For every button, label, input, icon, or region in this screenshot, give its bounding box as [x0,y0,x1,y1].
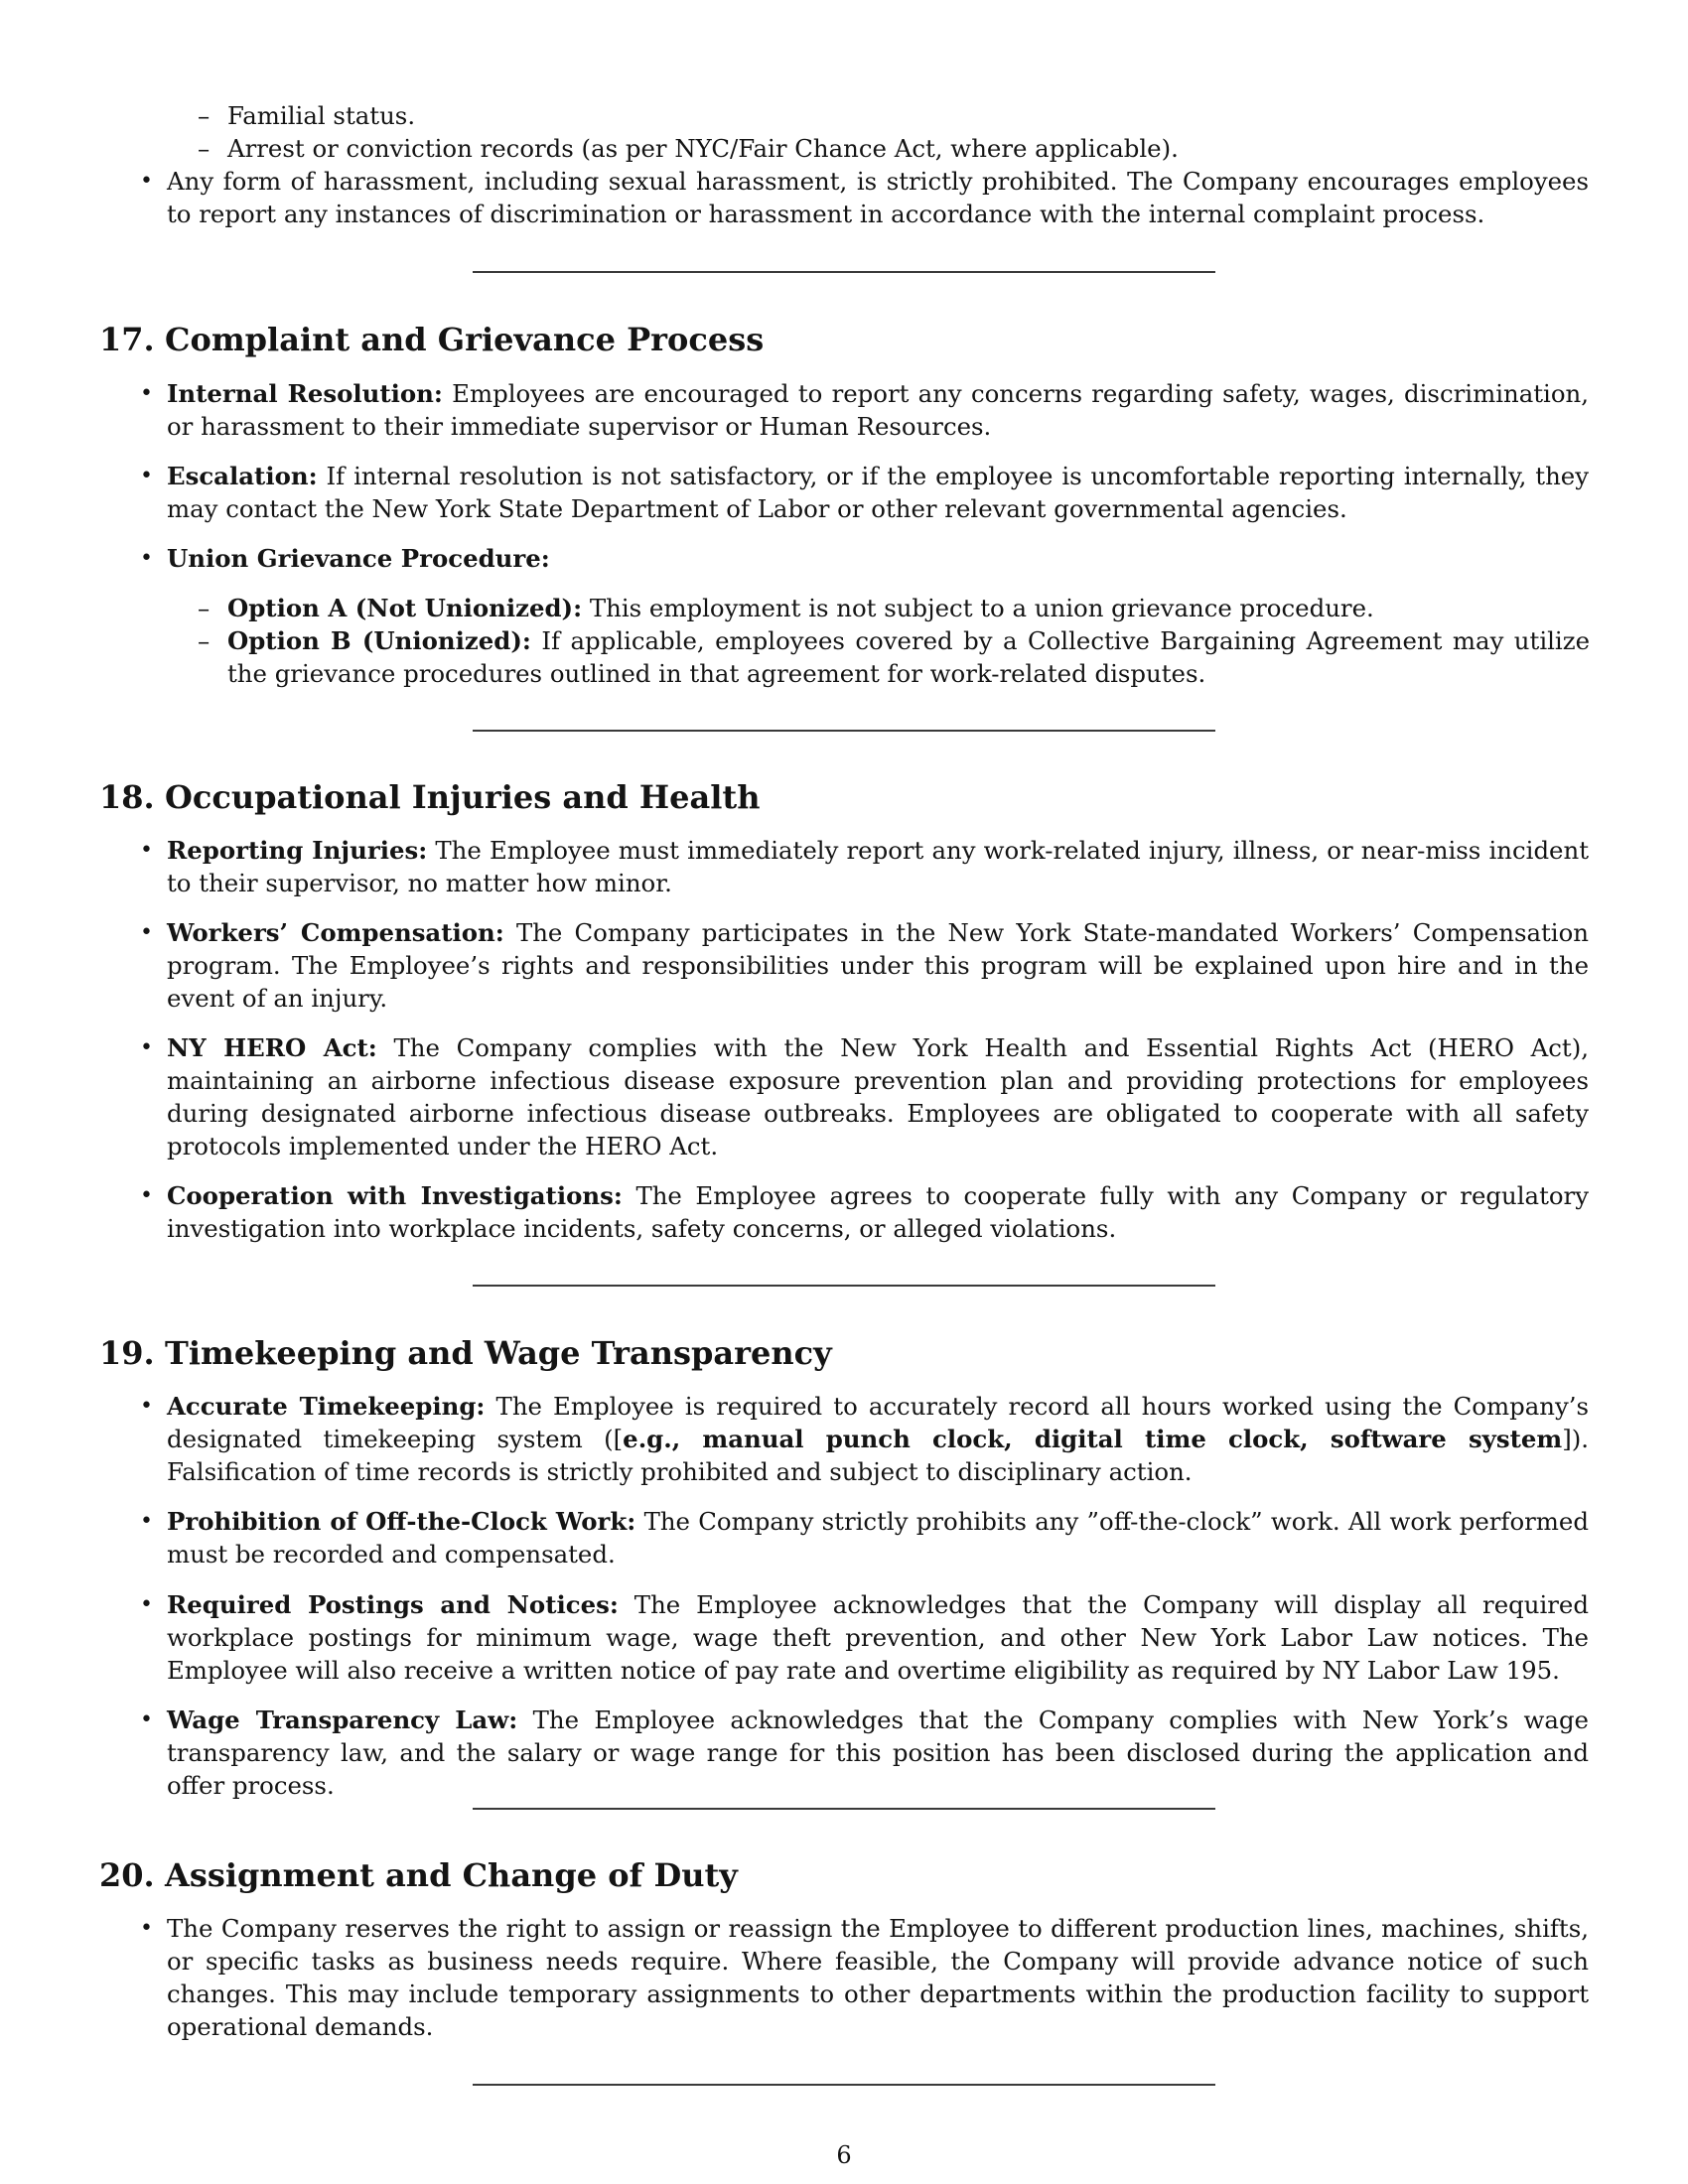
item-text: The Employee acknowledges that the Company will display all required workplace postings for minimum wage, wage theft prevention, and other New York Labor Law notices. The Employee will also receive a written notice of pay rate and overtime eligibility as required by NY Labor Law 195. [167,1590,1589,1685]
item-text: If applicable, employees covered by a Collective Bargaining Agreement may utilize the grievance procedures outlined in that agreement for work-related disputes. [227,626,1591,688]
section-heading [99,320,764,359]
item-label: Option B (Unionized): [227,626,531,655]
bullet-marker: • [140,1707,153,1732]
bullet-marker: • [140,546,153,571]
list-item [140,460,1589,525]
sub-list-item [198,132,1590,165]
bullet-marker: • [140,1035,153,1060]
item-text: Arrest or conviction records (as per NYC/Fair Chance Act, where applicable). [227,134,1179,163]
list-item [140,834,1589,899]
item-label: Reporting Injuries: [167,836,428,865]
item-text: Employees are encouraged to report any concerns regarding safety, wages, discrimination, or harassment to their immediate supervisor or Human Resources. [167,379,1589,441]
item-text: The Company complies with the New York Health and Essential Rights Act (HERO Act), maintaining an airborne infectious disease exposure prevention plan and providing protections for employees during designated airborne infectious disease outbreaks. Employees are obligated to cooperate with all safety protocols implemented under the HERO Act. [167,1033,1590,1160]
section-number: 18. [99,778,155,816]
item-text: This employment is not subject to a union grievance procedure. [589,594,1374,622]
item-label: Accurate Timekeeping: [167,1392,486,1421]
item-label: Union Grievance Procedure: [167,544,550,573]
section-number: 20. [99,1856,155,1894]
item-text: The Employee acknowledges that the Company complies with New York’s wage transparency law, and the salary or wage range for this position has been disclosed during the application and offer process. [167,1706,1589,1800]
bullet-marker: • [140,464,153,488]
item-text: ]). Falsification of time records is strictly prohibited and subject to disciplinary action. [167,1425,1589,1486]
bullet-marker: • [140,1592,153,1617]
item-text: The Company reserves the right to assign or reassign the Employee to different production lines, machines, shifts, or specific tasks as business needs require. Where feasible, the Company will provide advance notice of such changes. This may include temporary assignments to other departments within the production facility to support operational demands. [167,1914,1589,2041]
dash-marker: – [198,134,211,163]
section-divider [473,271,1215,273]
bullet-marker: • [140,838,153,863]
section-title: Timekeeping and Wage Transparency [165,1334,832,1372]
item-label: Option A (Not Unionized): [227,594,583,622]
page-number: 6 [836,2141,852,2169]
sub-list-item [198,624,1591,690]
item-text: Familial status. [227,101,416,130]
dash-marker: – [198,594,211,622]
item-label: Wage Transparency Law: [167,1706,518,1734]
list-item [140,1179,1589,1245]
section-heading [99,1333,832,1373]
section-title: Occupational Injuries and Health [165,778,761,816]
item-text: The Employee is required to accurately record all hours worked using the Company’s designated timekeeping system ([ [167,1392,1589,1453]
list-item [140,377,1589,443]
section-number: 19. [99,1334,155,1372]
item-label: Prohibition of Off-the-Clock Work: [167,1507,636,1536]
list-item [140,916,1589,1015]
bullet-marker: • [140,1916,153,1941]
item-text: The Company participates in the New York State-mandated Workers’ Compensation program. The Employee’s rights and responsibilities under this program will be explained upon hire and in the event of an injury. [167,918,1589,1013]
bullet-marker: • [140,381,153,406]
list-item [140,1390,1589,1488]
sub-list-item [198,99,1590,132]
dash-marker: – [198,626,211,655]
section-divider [473,2084,1215,2086]
bullet-marker: • [140,1509,153,1534]
item-label: NY HERO Act: [167,1033,377,1062]
section-title: Complaint and Grievance Process [165,321,765,358]
item-text: Any form of harassment, including sexual harassment, is strictly prohibited. The Company encourages employees to report any instances of discrimination or harassment in accordance with the internal complaint process. [167,167,1589,228]
list-item [140,165,1589,230]
section-title: Assignment and Change of Duty [165,1856,738,1894]
item-text: The Employee must immediately report any work-related injury, illness, or near-miss incident to their supervisor, no matter how minor. [167,836,1589,897]
item-label: Cooperation with Investigations: [167,1181,623,1210]
item-text: The Company strictly prohibits any ”off-the-clock” work. All work performed must be recorded and compensated. [167,1507,1589,1569]
item-label: Workers’ Compensation: [167,918,504,947]
sub-list-item [198,592,1590,624]
list-item [140,542,1589,575]
bullet-marker: • [140,920,153,945]
bullet-marker: • [140,169,153,194]
section-heading [99,777,760,817]
item-label: Internal Resolution: [167,379,443,408]
section-number: 17. [99,321,155,358]
list-item [140,1912,1589,2043]
section-heading [99,1855,738,1895]
list-item [140,1704,1589,1802]
bullet-marker: • [140,1183,153,1208]
section-divider [473,1808,1215,1810]
bullet-marker: • [140,1394,153,1419]
item-text: The Employee agrees to cooperate fully with any Company or regulatory investigation into workplace incidents, safety concerns, or alleged violations. [167,1181,1589,1243]
item-label: Required Postings and Notices: [167,1590,619,1619]
section-divider [473,730,1215,732]
placeholder-field: e.g., manual punch clock, digital time clock, software system [623,1425,1563,1453]
item-text: If internal resolution is not satisfactory, or if the employee is uncomfortable reporting internally, they may contact the New York State Department of Labor or other relevant governmental agencies. [167,462,1589,523]
list-item [140,1031,1590,1162]
list-item [140,1588,1589,1687]
dash-marker: – [198,101,211,130]
item-label: Escalation: [167,462,318,490]
list-item [140,1505,1589,1570]
section-divider [473,1285,1215,1287]
